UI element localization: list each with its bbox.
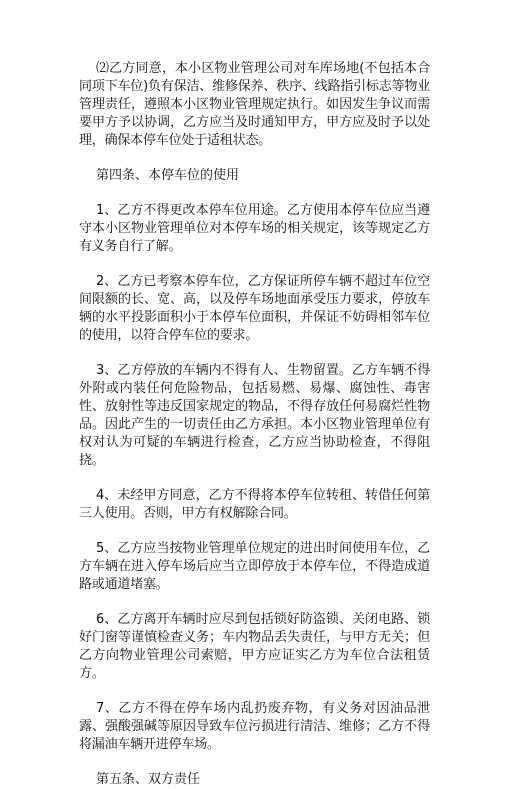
section-heading-article-4: 第四条、本停车位的使用	[96, 168, 240, 183]
document-page	[79, 60, 430, 789]
paragraph-clause-4-7: 7、乙方不得在停车场内乱扔废弃物，有义务对因油品泄露、强酸强碱等原因导致车位污损进行清洁、维修；乙方不得将漏油车辆开进停车场。	[79, 701, 430, 752]
paragraph-clause-4-6: 6、乙方离开车辆时应尽到包括锁好防盗锁、关闭电路、锁好门窗等谨慎检查义务；车内物品丢失责任，与甲方无关；但乙方向物业管理公司索赔，甲方应证实乙方为车位合法租赁方。	[79, 612, 430, 681]
paragraph-clause-4-5: 5、乙方应当按物业管理单位规定的进出时间使用车位，乙方车辆在进入停车场后应当立即停放于本停车位，不得造成道路或通道堵塞。	[79, 541, 430, 592]
paragraph-clause-4-1: 1、乙方不得更改本停车位用途。乙方使用本停车位应当遵守本小区物业管理单位对本停车场的相关规定，该等规定乙方有义务自行了解。	[79, 203, 430, 254]
paragraph-clause-4-3: 3、乙方停放的车辆内不得有人、生物留置。乙方车辆不得外附或内装任何危险物品，包括易燃、易爆、腐蚀性、毒害性、放射性等违反国家规定的物品，不得存放任何易腐烂性物品。因此产生的一切责任由乙方承担。本小区物业管理单位有权对认为可疑的车辆进行检查，乙方应当协助检查，不得阻挠。	[79, 363, 430, 468]
section-heading-article-5: 第五条、双方责任	[96, 772, 201, 787]
paragraph-clause-4-4: 4、未经甲方同意，乙方不得将本停车位转租、转借任何第三人使用。否则，甲方有权解除合同。	[79, 488, 430, 521]
paragraph-management-responsibility: ⑵乙方同意，本小区物业管理公司对车库场地(不包括本合同项下车位)负有保洁、维修保养、秩序、线路指引标志等物业管理责任，遵照本小区物业管理规定执行。如因发生争议而需要甲方予以协调，乙方应当及时通知甲方，甲方应及时予以处理，确保本停车位处于适租状态。	[79, 61, 430, 148]
paragraph-clause-4-2: 2、乙方已考察本停车位，乙方保证所停车辆不超过车位空间限额的长、宽、高，以及停车场地面承受压力要求，停放车辆的水平投影面积小于本停车位面积，并保证不妨碍相邻车位的使用，以符合停车位的要求。	[79, 274, 430, 343]
